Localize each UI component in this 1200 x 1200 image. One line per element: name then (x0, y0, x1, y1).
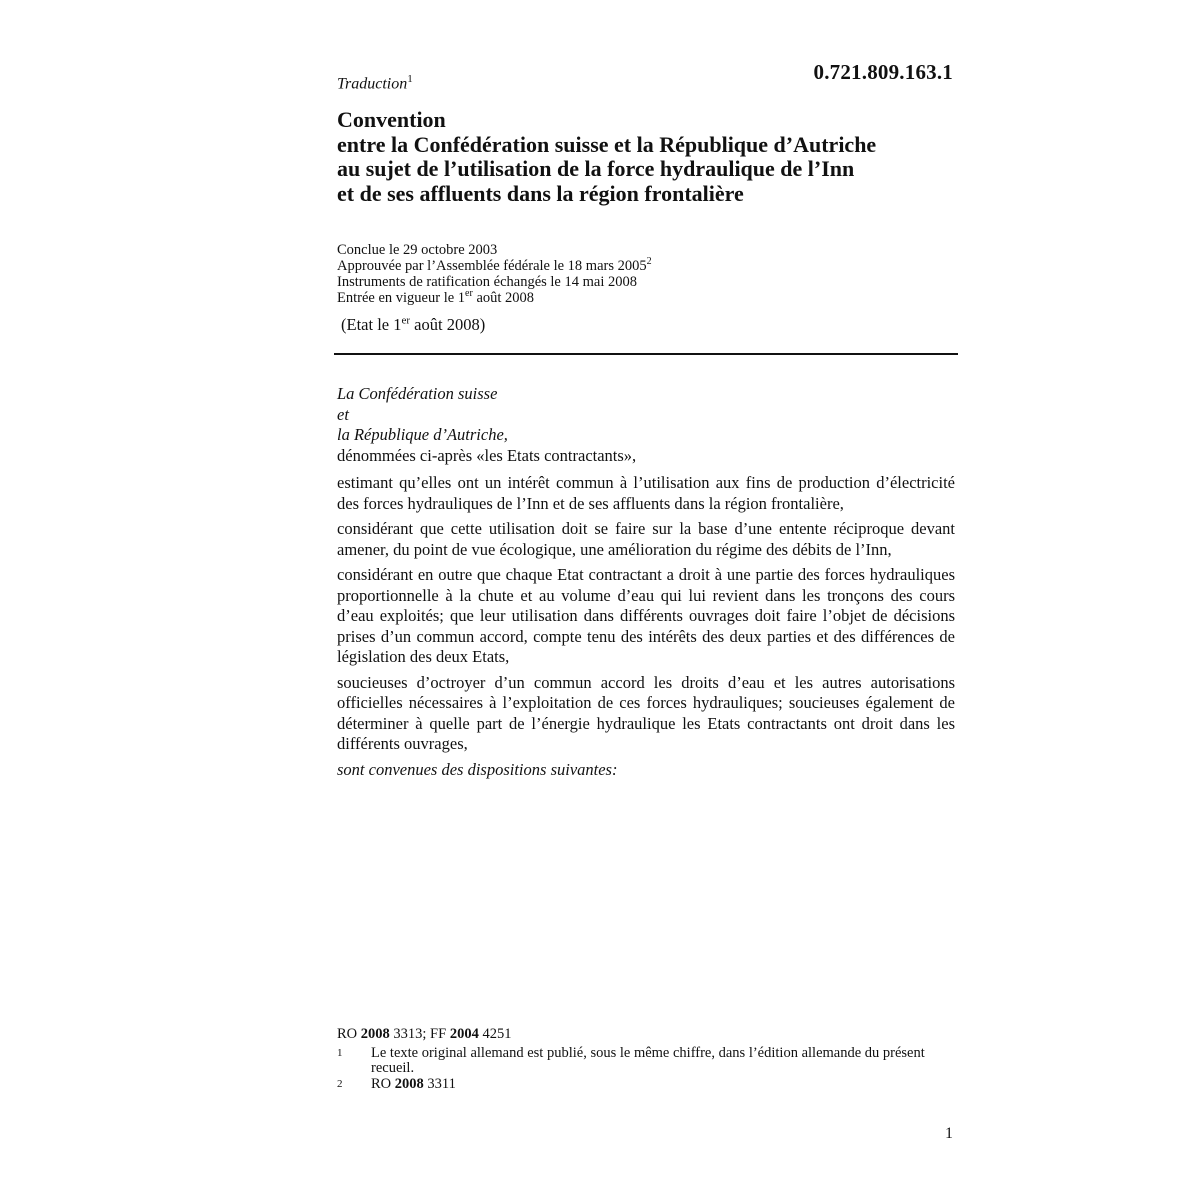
footnote-2-page: 3311 (423, 1075, 456, 1092)
meta-entree-sup: er (465, 288, 473, 300)
ref-prefix: RO (337, 1026, 361, 1042)
etat-sup: er (401, 314, 411, 327)
preamble-paragraph: soucieuses d’octroyer d’un commun accord les droits d’eau et les autres autorisations officielles nécessaires à l’exploitation de ces forces hydrauliques; soucieuses également de déterminer à quelle part de l’énergie hydraulique les Etats contractants ont droit dans les différents ouvrages, (337, 672, 955, 753)
title-line-1: Convention (337, 107, 446, 132)
title-line-3: au sujet de l’utilisation de la force hydraulique de l’Inn (337, 156, 855, 181)
meta-approuvee-text: Approuvée par l’Assemblée fédérale le 18 mars 2005 (337, 258, 647, 274)
etat-status (341, 315, 485, 335)
meta-entree-prefix: Entrée en vigueur le 1 (337, 290, 466, 306)
footnotes (337, 1027, 957, 1092)
footnote-2-text (371, 1077, 957, 1093)
etat-suffix: août 2008) (410, 315, 486, 334)
footnote-2-number: 2 (337, 1077, 343, 1090)
preamble-paragraph: considérant en outre que chaque Etat contractant a droit à une partie des forces hydrauliques proportionnelle à la chute et au volume d’eau qui lui revient dans les tronçons des cours d’eau exploités; que leur utilisation dans différents ouvrages doit faire l’objet de décisions prises d’un commun accord, compte tenu des intérêts des deux parties et des différences de législation des deux Etats, (337, 565, 955, 666)
footnote-ref-1[interactable]: 1 (407, 73, 413, 85)
preamble-paragraph: estimant qu’elles ont un intérêt commun à l’utilisation aux fins de production d’électricité des forces hydrauliques de l’Inn et de ses affluents dans la région frontalière, (337, 473, 955, 513)
ref-ro-year: 2008 (360, 1026, 390, 1042)
ref-ff-year: 2004 (449, 1026, 479, 1042)
party-and: et (337, 404, 349, 424)
preamble-closing: sont convenues des dispositions suivantes: (337, 759, 618, 779)
meta-conclue: Conclue le 29 octobre 2003 (337, 242, 498, 258)
party-2: la République d’Autriche, (337, 425, 508, 444)
ref-ro-page: 3313; FF (389, 1026, 450, 1042)
document-metadata (337, 242, 652, 306)
party-1: La Confédération suisse (337, 384, 498, 403)
footnote-ref-2[interactable]: 2 (646, 256, 652, 268)
meta-approuvee (337, 258, 652, 274)
preamble-paragraph: considérant que cette utilisation doit se faire sur la base d’une entente réciproque devant amener, du point de vue écologique, une amélioration du régime des débits de l’Inn, (337, 519, 955, 559)
document-title (337, 108, 977, 206)
denommees-line: dénommées ci-après «les Etats contractants», (337, 445, 637, 465)
footnote-1-number: 1 (337, 1046, 343, 1059)
traduction-label (337, 73, 413, 93)
footnote-2 (337, 1077, 957, 1093)
footnote-2-prefix: RO (371, 1075, 395, 1092)
etat-prefix: (Etat le 1 (341, 315, 402, 334)
contracting-parties (337, 384, 955, 466)
official-reference (337, 1027, 957, 1043)
title-line-2: entre la Confédération suisse et la République d’Autriche (337, 131, 877, 157)
traduction-text: Traduction (337, 75, 408, 93)
meta-entree-suffix: août 2008 (472, 290, 535, 306)
footnote-1 (337, 1046, 957, 1077)
footnote-1-text: Le texte original allemand est publié, sous le même chiffre, dans l’édition allemande du présent recueil. (371, 1044, 925, 1076)
footnote-2-year: 2008 (394, 1075, 424, 1092)
title-line-4: et de ses affluents dans la région frontalière (337, 180, 744, 206)
page-number: 1 (945, 1125, 953, 1142)
preamble (337, 384, 955, 785)
ref-ff-page: 4251 (478, 1026, 512, 1042)
meta-entree (337, 290, 652, 306)
meta-instruments: Instruments de ratification échangés le 14 mai 2008 (337, 274, 637, 290)
sr-number: 0.721.809.163.1 (813, 60, 953, 84)
header-divider (334, 353, 958, 355)
